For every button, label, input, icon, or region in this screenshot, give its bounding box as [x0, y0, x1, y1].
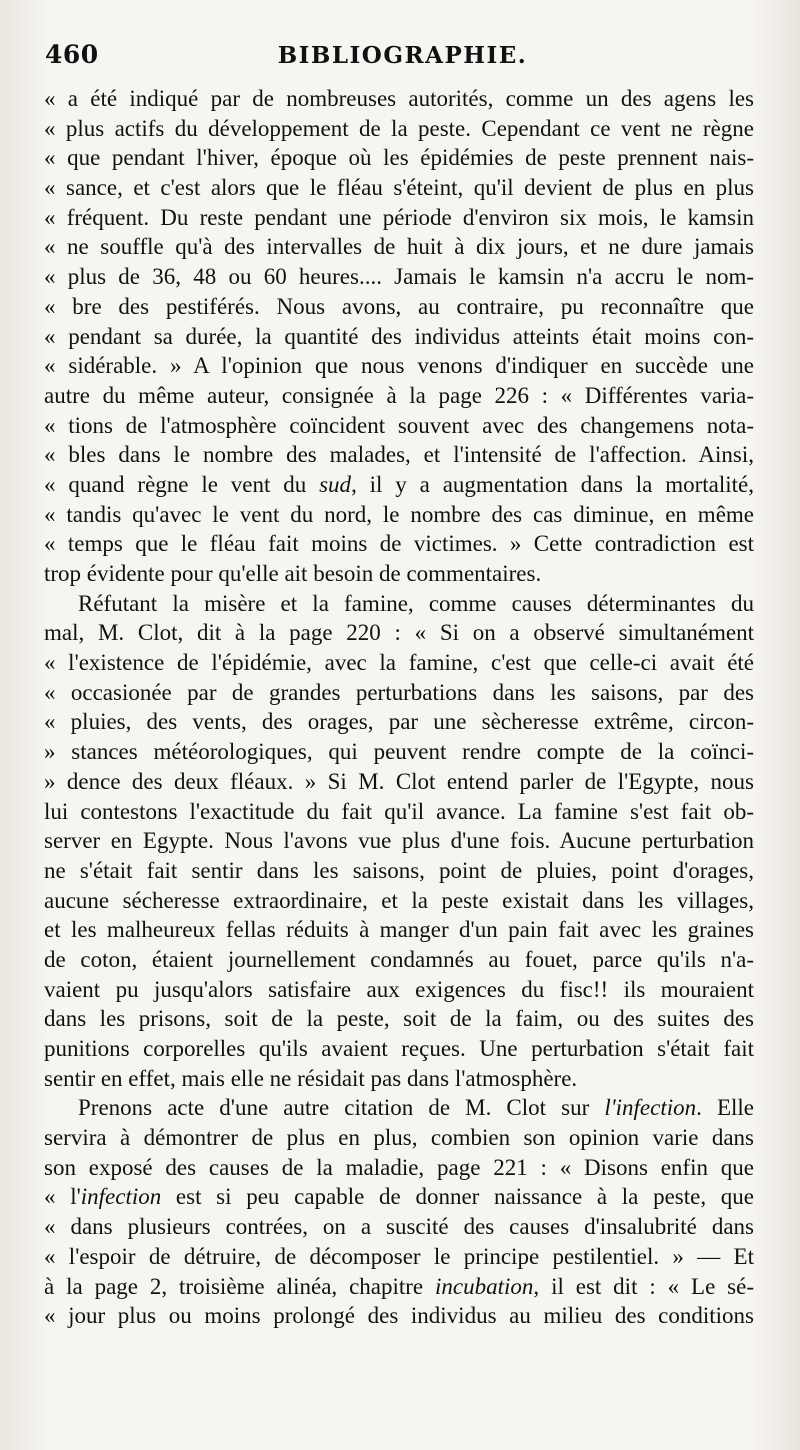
body-text — [44, 84, 754, 1331]
text-line: » stances météorologiques, qui peuvent rendre compte de la coïnci- — [44, 739, 754, 765]
text-line: de coton, étaient journellement condamnés au fouet, parce qu'ils n'a- — [44, 946, 754, 972]
text-line: ne s'était fait sentir dans les saisons, point de pluies, point d'orages, — [44, 857, 754, 883]
text-line: « l'existence de l'épidémie, avec la famine, c'est que celle-ci avait été — [44, 650, 754, 676]
text-line — [44, 470, 754, 500]
text-segment: est si peu capable de donner naissance à la peste, que — [161, 1184, 754, 1210]
text-line: server en Egypte. Nous l'avons vue plus d'une fois. Aucune perturbation — [44, 828, 754, 854]
text-line: « sidérable. » A l'opinion que nous venons d'indiquer en succède une — [44, 353, 754, 379]
text-segment: Prenons acte d'une autre citation de M. Clot sur — [78, 1095, 605, 1121]
text-line: servira à démontrer de plus en plus, combien son opinion varie dans — [44, 1125, 754, 1151]
text-segment: . Elle — [696, 1095, 754, 1121]
text-line: vaient pu jusqu'alors satisfaire aux exigences du fisc!! ils mouraient — [44, 976, 754, 1002]
text-line — [44, 1182, 754, 1212]
text-line: lui contestons l'exactitude du fait qu'il avance. La famine s'est fait ob- — [44, 798, 754, 824]
text-line: dans les prisons, soit de la peste, soit de la faim, ou des suites des — [44, 1006, 754, 1032]
text-line: « jour plus ou moins prolongé des individus au milieu des conditions — [44, 1303, 754, 1329]
text-line: Réfutant la misère et la famine, comme causes déterminantes du — [78, 590, 754, 616]
italic-segment: sud — [319, 471, 352, 497]
text-line: « bles dans le nombre des malades, et l'intensité de l'affection. Ainsi, — [44, 442, 754, 468]
running-title: BIBLIOGRAPHIE. — [277, 42, 528, 69]
text-segment: , il est dit : « Le sé- — [533, 1273, 754, 1299]
text-line: « pluies, des vents, des orages, par une sècheresse extrême, circon- — [44, 709, 754, 735]
text-line: « pendant sa durée, la quantité des individus atteints était moins con- — [44, 323, 754, 349]
text-line: « dans plusieurs contrées, on a suscité des causes d'insalubrité dans — [44, 1214, 754, 1240]
text-line: mal, M. Clot, dit à la page 220 : « Si on a observé simultanément — [44, 620, 754, 646]
text-segment: à la page 2, troisième alinéa, chapitre — [44, 1273, 436, 1299]
text-segment: , il y a augmentation dans la mortalité, — [351, 471, 754, 497]
page-header — [45, 40, 760, 74]
text-line: son exposé des causes de la maladie, page 221 : « Disons enfin que — [44, 1154, 754, 1180]
text-line: « tandis qu'avec le vent du nord, le nombre des cas diminue, en même — [44, 501, 754, 527]
text-line: aucune sécheresse extraordinaire, et la peste existait dans les villages, — [44, 887, 754, 913]
text-segment: « l' — [44, 1184, 81, 1210]
text-line: « que pendant l'hiver, époque où les épidémies de peste prennent nais- — [44, 145, 754, 171]
text-line: « ne souffle qu'à des intervalles de huit à dix jours, et ne dure jamais — [44, 234, 754, 260]
text-line — [44, 1093, 754, 1123]
text-line: « sance, et c'est alors que le fléau s'éteint, qu'il devient de plus en plus — [44, 175, 754, 201]
text-line: « l'espoir de détruire, de décomposer le principe pestilentiel. » — Et — [44, 1243, 754, 1269]
text-line — [44, 1272, 754, 1302]
text-line: sentir en effet, mais elle ne résidait pas dans l'atmosphère. — [44, 1065, 578, 1091]
text-line: « temps que le fléau fait moins de victimes. » Cette contradiction est — [44, 531, 754, 557]
text-line: et les malheureux fellas réduits à manger d'un pain fait avec les graines — [44, 917, 754, 943]
text-line: « plus actifs du développement de la peste. Cependant ce vent ne règne — [44, 115, 754, 141]
text-line: » dence des deux fléaux. » Si M. Clot entend parler de l'Egypte, nous — [44, 768, 754, 794]
text-line: punitions corporelles qu'ils avaient reçues. Une perturbation s'était fait — [44, 1036, 754, 1061]
text-line: « plus de 36, 48 ou 60 heures.... Jamais le kamsin n'a accru le nom- — [44, 264, 754, 290]
text-line: « fréquent. Du reste pendant une période d'environ six mois, le kamsin — [44, 204, 754, 230]
text-line: « a été indiqué par de nombreuses autorités, comme un des agens les — [44, 86, 754, 111]
text-line: « bre des pestiférés. Nous avons, au contraire, pu reconnaître que — [44, 293, 754, 319]
italic-segment: l'infection — [604, 1095, 697, 1121]
page-number: 460 — [45, 40, 99, 69]
text-segment: « quand règne le vent du — [44, 471, 320, 497]
text-line: « tions de l'atmosphère coïncident souvent avec des changemens nota- — [44, 412, 754, 438]
text-line: trop évidente pour qu'elle ait besoin de commentaires. — [44, 561, 542, 586]
italic-segment: incubation — [435, 1273, 534, 1299]
text-line: « occasionée par de grandes perturbations dans les saisons, par des — [44, 679, 754, 705]
italic-segment: infection — [80, 1184, 162, 1210]
text-line: autre du même auteur, consignée à la page 226 : « Différentes varia- — [44, 382, 754, 408]
